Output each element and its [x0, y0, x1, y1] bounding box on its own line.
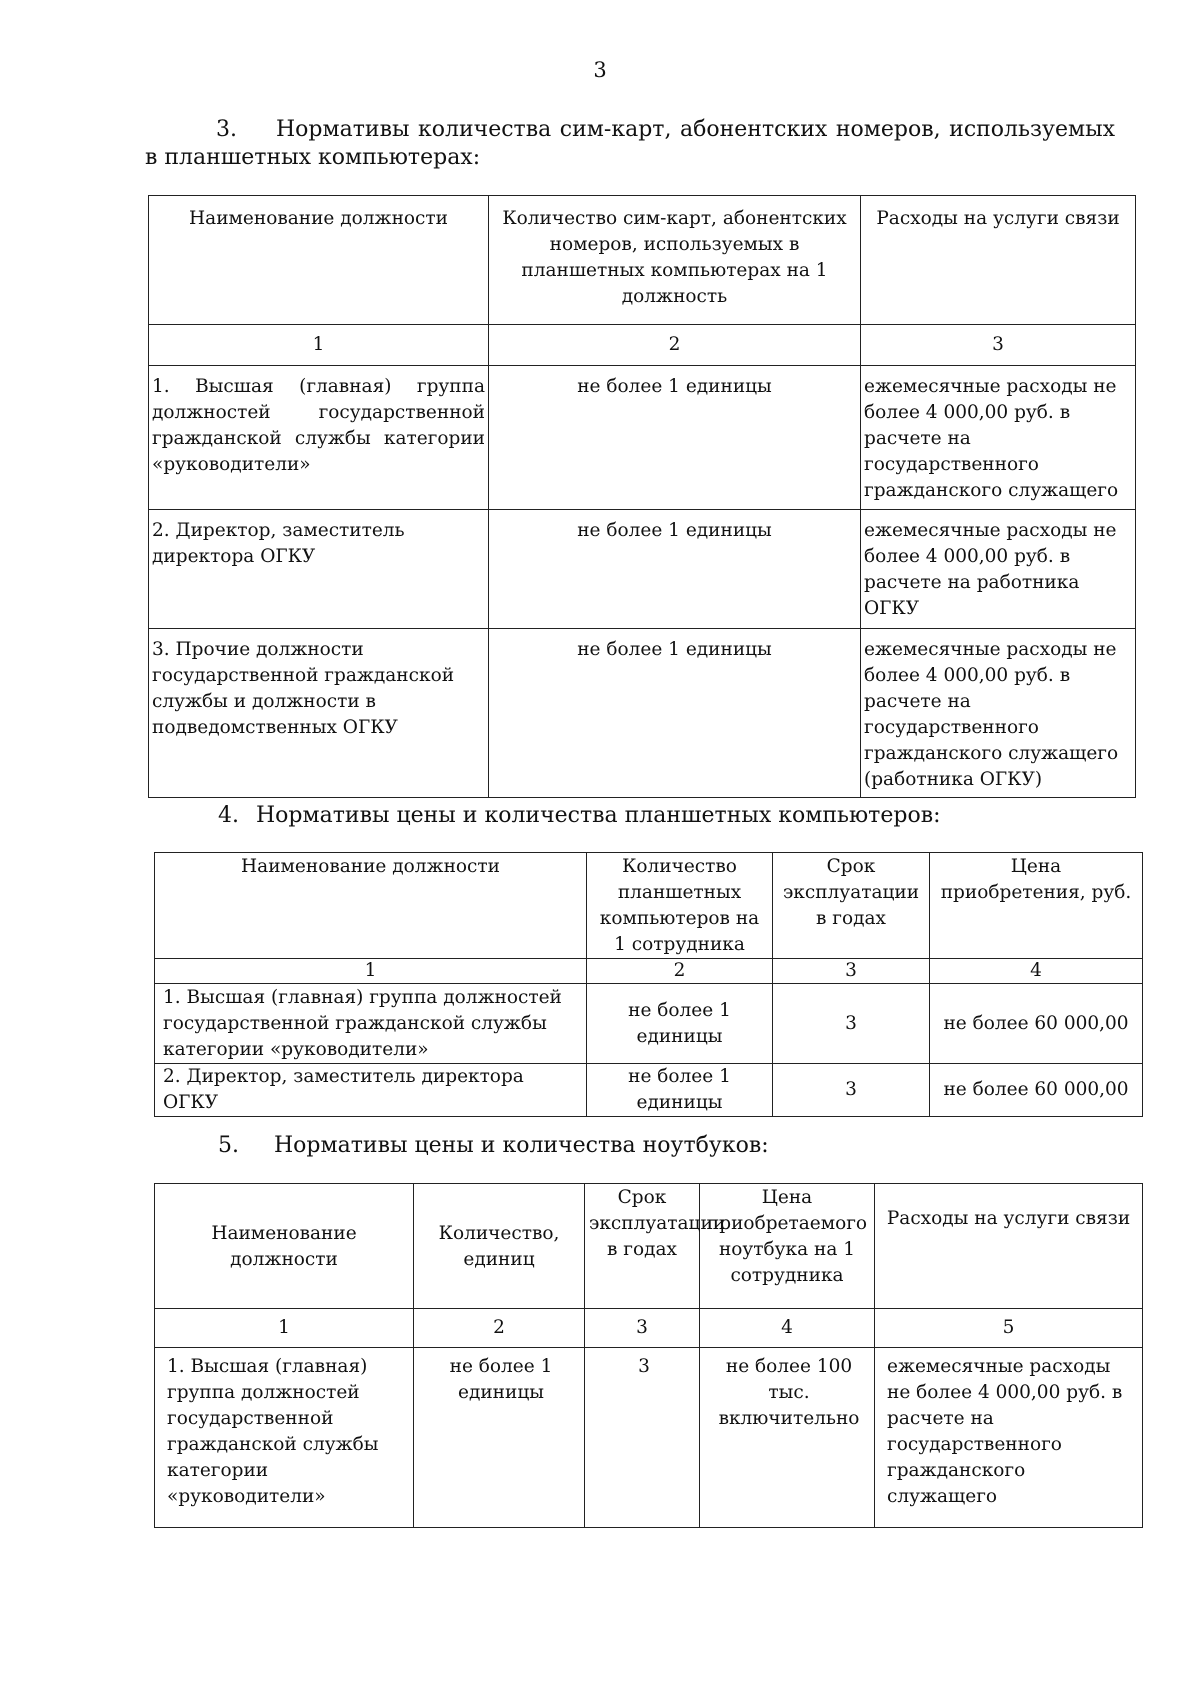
column-index: 2 — [414, 1309, 585, 1348]
price-cell: не более 100 тыс. включительно — [700, 1348, 875, 1528]
page-number: 3 — [593, 58, 607, 82]
column-header-position: Наименование должности — [155, 1184, 414, 1309]
column-index: 1 — [149, 325, 489, 366]
quantity-cell: не более 1 единицы — [489, 510, 861, 629]
position-cell: 1. Высшая (главная) группа должностей государственной гражданской службы категории «руководители» — [149, 366, 489, 510]
price-cell: не более 60 000,00 — [930, 984, 1143, 1064]
quantity-cell: не более 1 единицы — [587, 984, 773, 1064]
column-index: 3 — [773, 959, 930, 984]
table-row — [149, 629, 1136, 798]
quantity-cell: не более 1 единицы — [414, 1348, 585, 1528]
column-index-row — [149, 325, 1136, 366]
column-index: 1 — [155, 959, 587, 984]
column-index: 2 — [489, 325, 861, 366]
column-header-position: Наименование должности — [149, 196, 489, 325]
costs-cell: ежемесячные расходы не более 4 000,00 руб. в расчете на государственного гражданского служащего (работника ОГКУ) — [861, 629, 1136, 798]
section-4-heading — [218, 802, 941, 830]
quantity-cell: не более 1 единицы — [587, 1064, 773, 1117]
column-header-service-life: Срок эксплуатации в годах — [585, 1184, 700, 1309]
column-header-tablet-count: Количество планшетных компьютеров на 1 сотрудника — [587, 853, 773, 959]
section-3-number: 3. — [216, 117, 237, 142]
column-index-row — [155, 1309, 1143, 1348]
position-cell: 1. Высшая (главная) группа должностей государственной гражданской службы категории «руководители» — [155, 984, 587, 1064]
table-row — [149, 510, 1136, 629]
laptops-norms-table — [154, 1183, 1143, 1528]
column-header-sim-count: Количество сим-карт, абонентских номеров, используемых в планшетных компьютерах на 1 должность — [489, 196, 861, 325]
table-header-row — [155, 1184, 1143, 1309]
position-cell: 2. Директор, заместитель директора ОГКУ — [155, 1064, 587, 1117]
table-header-row — [155, 853, 1143, 959]
table-row — [149, 366, 1136, 510]
position-cell: 2. Директор, заместитель директора ОГКУ — [149, 510, 489, 629]
column-index-row — [155, 959, 1143, 984]
table-row — [155, 984, 1143, 1064]
sim-cards-norms-table — [148, 195, 1136, 798]
section-5-title: Нормативы цены и количества ноутбуков: — [274, 1133, 769, 1158]
column-header-service-life: Срок эксплуатации в годах — [773, 853, 930, 959]
position-cell: 1. Высшая (главная) группа должностей государственной гражданской службы категории «руководители» — [155, 1348, 414, 1528]
position-cell: 3. Прочие должности государственной гражданской службы и должности в подведомственных ОГКУ — [149, 629, 489, 798]
column-index: 3 — [861, 325, 1136, 366]
service-life-cell: 3 — [773, 984, 930, 1064]
costs-cell: ежемесячные расходы не более 4 000,00 руб. в расчете на государственного гражданского служащего — [875, 1348, 1143, 1528]
column-index: 2 — [587, 959, 773, 984]
section-3-title: Нормативы количества сим-карт, абонентских номеров, используемых в планшетных компьютерах: — [145, 117, 1115, 170]
table-row — [155, 1064, 1143, 1117]
table-row — [155, 1348, 1143, 1528]
column-index: 1 — [155, 1309, 414, 1348]
section-5-heading — [218, 1132, 769, 1160]
costs-cell: ежемесячные расходы не более 4 000,00 руб. в расчете на работника ОГКУ — [861, 510, 1136, 629]
column-header-position: Наименование должности — [155, 853, 587, 959]
quantity-cell: не более 1 единицы — [489, 366, 861, 510]
column-index: 4 — [700, 1309, 875, 1348]
quantity-cell: не более 1 единицы — [489, 629, 861, 798]
section-3-heading — [145, 116, 1115, 172]
costs-cell: ежемесячные расходы не более 4 000,00 руб. в расчете на государственного гражданского служащего — [861, 366, 1136, 510]
column-header-purchase-price: Цена приобретения, руб. — [930, 853, 1143, 959]
price-cell: не более 60 000,00 — [930, 1064, 1143, 1117]
column-index: 4 — [930, 959, 1143, 984]
section-4-title: Нормативы цены и количества планшетных компьютеров: — [256, 803, 941, 828]
column-header-laptop-price: Цена приобретаемого ноутбука на 1 сотрудника — [700, 1184, 875, 1309]
service-life-cell: 3 — [773, 1064, 930, 1117]
tablets-norms-table — [154, 852, 1143, 1117]
service-life-cell: 3 — [585, 1348, 700, 1528]
section-5-number: 5. — [218, 1133, 239, 1158]
column-index: 3 — [585, 1309, 700, 1348]
column-header-quantity: Количество, единиц — [414, 1184, 585, 1309]
section-4-number: 4. — [218, 803, 239, 828]
table-header-row — [149, 196, 1136, 325]
column-header-communication-costs: Расходы на услуги связи — [875, 1184, 1143, 1309]
column-header-communication-costs: Расходы на услуги связи — [861, 196, 1136, 325]
column-index: 5 — [875, 1309, 1143, 1348]
